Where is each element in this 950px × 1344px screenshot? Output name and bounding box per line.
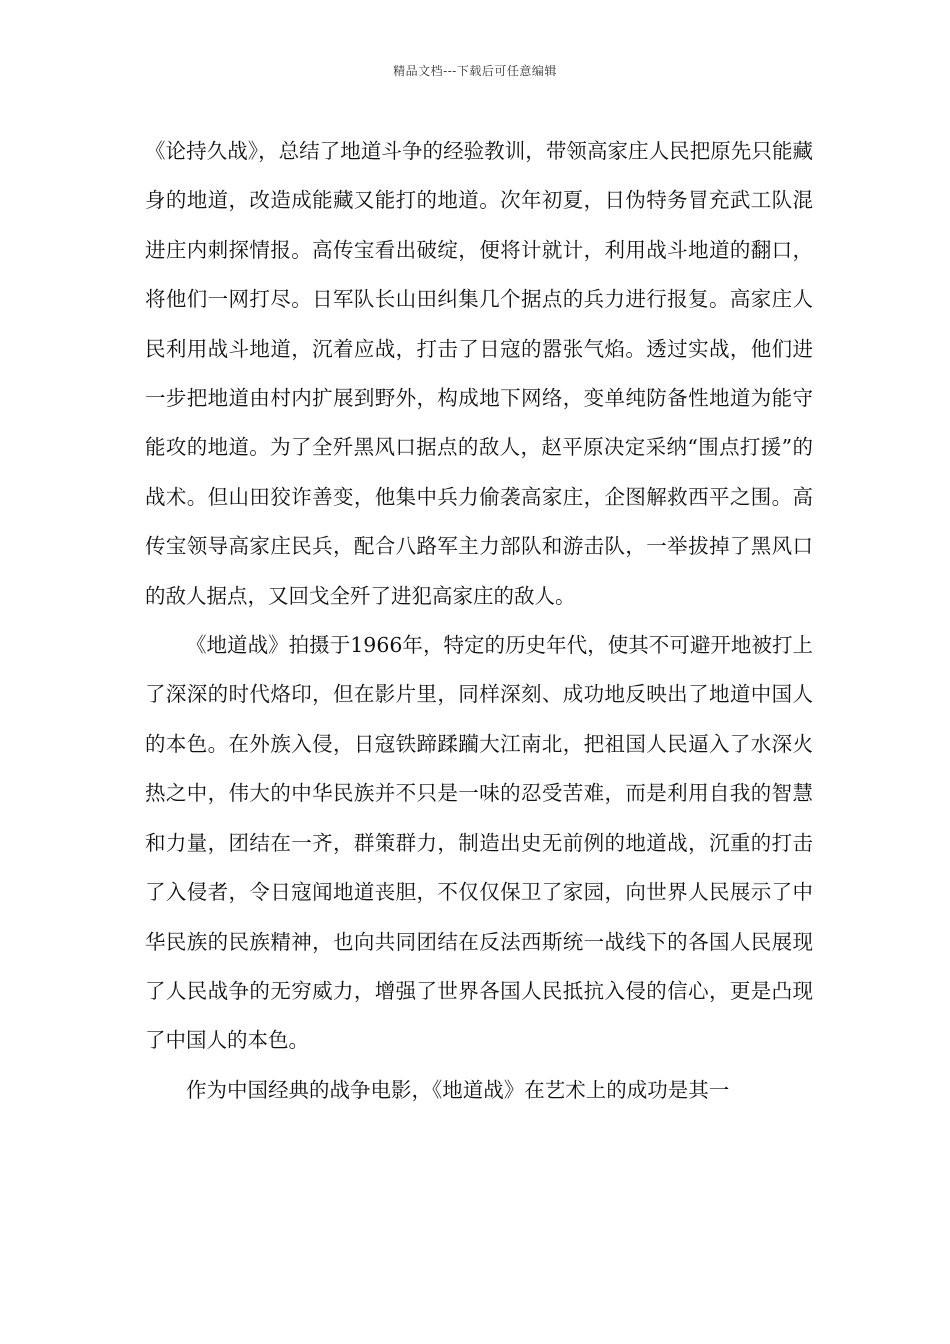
page-header: 精品文档---下载后可任意编辑: [393, 64, 557, 78]
paragraph-3: 作为中国经典的战争电影，《地道战》在艺术上的成功是其一: [186, 1077, 730, 1102]
document-body: [145, 127, 813, 1115]
paragraph-1: 《论持久战》，总结了地道斗争的经验教训，带领高家庄人民把原先只能藏身的地道，改造成能藏又能打的地道。次年初夏，日伪特务冒充武工队混进庄内刺探情报。高传宝看出破绽，便将计就计，利用战斗地道的翻口，将他们一网打尽。日军队长山田纠集几个据点的兵力进行报复。高家庄人民利用战斗地道，沉着应战，打击了日寇的嚣张气焰。透过实战，他们进一步把地道由村内扩展到野外，构成地下网络，变单纯防备性地道为能守能攻的地道。为了全歼黑风口据点的敌人，赵平原决定采纳“围点打援”的战术。但山田狡诈善变，他集中兵力偷袭高家庄，企图解救西平之围。高传宝领导高家庄民兵，配合八路军主力部队和游击队，一举拔掉了黑风口的敌人据点，又回戈全歼了进犯高家庄的敌人。: [145, 139, 813, 608]
paragraph-2: 《地道战》拍摄于1966年，特定的历史年代，使其不可避开地被打上了深深的时代烙印，但在影片里，同样深刻、成功地反映出了地道中国人的本色。在外族入侵，日寇铁蹄蹂躏大江南北，把祖国人民逼入了水深火热之中，伟大的中华民族并不只是一味的忍受苦难，而是利用自我的智慧和力量，团结在一齐，群策群力，制造出史无前例的地道战，沉重的打击了入侵者，令日寇闻地道丧胆，不仅仅保卫了家园，向世界人民展示了中华民族的民族精神，也向共同团结在反法西斯统一战线下的各国人民展现了人民战争的无穷威力，增强了世界各国人民抵抗入侵的信心，更是凸现了中国人的本色。: [145, 633, 813, 1053]
